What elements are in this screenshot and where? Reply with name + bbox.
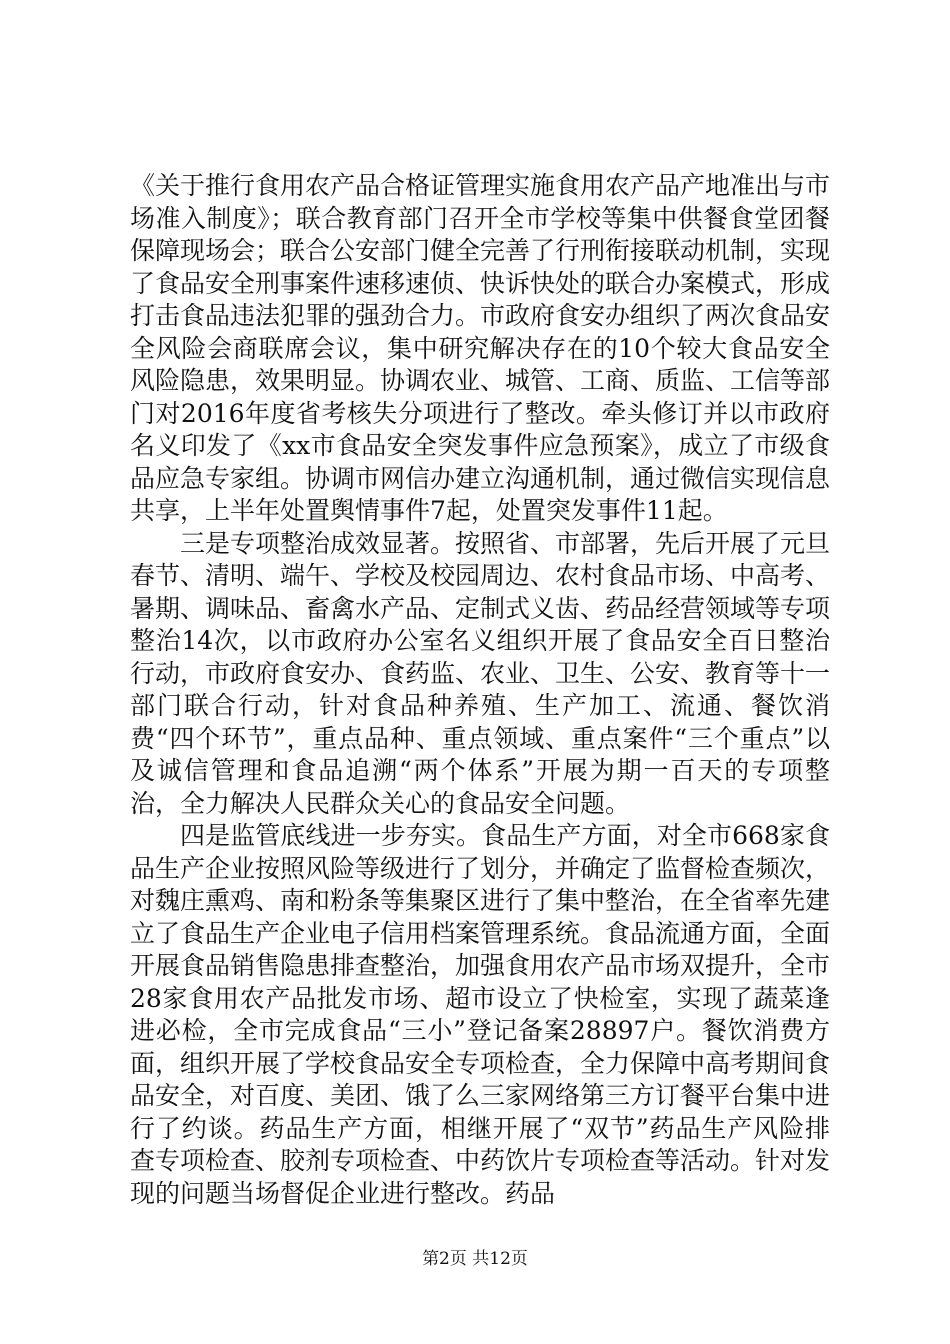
page-number-footer: 第2页 共12页 [422,1249,528,1269]
paragraph-regulatory-baseline: 四是监管底线进一步夯实。食品生产方面，对全市668家食品生产企业按照风险等级进行了划分，并确定了监督检查频次，对魏庄熏鸡、南和粉条等集聚区进行了集中整治，在全省率先建立了食品生产企业电子信用档案管理系统。食品流通方面，全面开展食品销售隐患排查整治，加强食用农产品市场双提升，全市28家食用农产品批发市场、超市设立了快检室，实现了蔬菜逢进必检，全市完成食品“三小”登记备案28897户。餐饮消费方面，组织开展了学校食品安全专项检查，全力保障中高考期间食品安全，对百度、美团、饿了么三家网络第三方订餐平台集中进行了约谈。药品生产方面，相继开展了“双节”药品生产风险排查专项检查、胶剂专项检查、中药饮片专项检查等活动。针对发现的问题当场督促企业进行整改。药品 [130,821,831,1208]
paragraph-continued: 《关于推行食用农产品合格证管理实施食用农产品产地准出与市场准入制度》；联合教育部门召开全市学校等集中供餐食堂团餐保障现场会；联合公安部门健全完善了行刑衔接联动机制，实现了食品安全刑事案件速移速侦、快诉快处的联合办案模式，形成打击食品违法犯罪的强劲合力。市政府食安办组织了两次食品安全风险会商联席会议，集中研究解决存在的10个较大食品安全风险隐患，效果明显。协调农业、城管、工商、质监、工信等部门对2016年度省考核失分项进行了整改。牵头修订并以市政府名义印发了《xx市食品安全突发事件应急预案》，成立了市级食品应急专家组。协调市网信办建立沟通机制，通过微信实现信息共享，上半年处置舆情事件7起，处置突发事件11起。 [130,171,831,525]
paragraph-special-rectification: 三是专项整治成效显著。按照省、市部署，先后开展了元旦春节、清明、端午、学校及校园周边、农村食品市场、中高考、暑期、调味品、畜禽水产品、定制式义齿、药品经营领域等专项整治14次，以市政府办公室名义组织开展了食品安全百日整治行动，市政府食安办、食药监、农业、卫生、公安、教育等十一部门联合行动，针对食品种养殖、生产加工、流通、餐饮消费“四个环节”，重点品种、重点领域、重点案件“三个重点”以及诚信管理和食品追溯“两个体系”开展为期一百天的专项整治，全力解决人民群众关心的食品安全问题。 [130,528,831,818]
document-body [130,170,830,1210]
